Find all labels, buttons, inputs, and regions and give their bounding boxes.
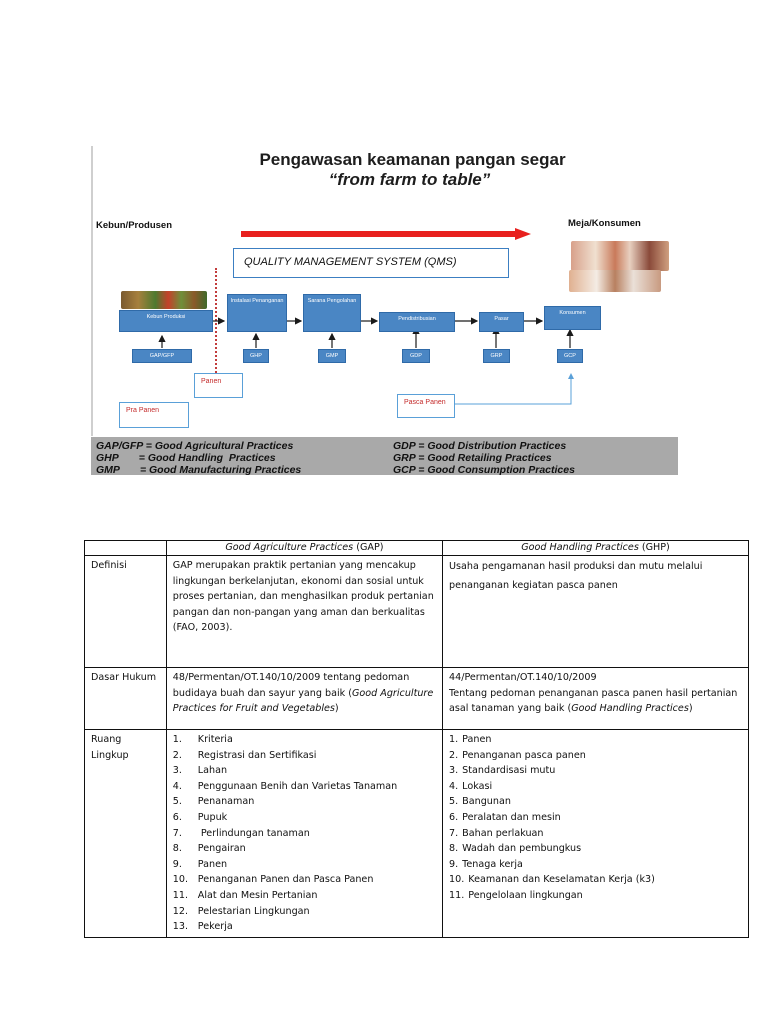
- process-konsumen: Konsumen: [544, 306, 601, 330]
- header-empty-cell: [85, 541, 167, 556]
- list-item: [173, 841, 436, 857]
- food-safety-diagram: [91, 146, 678, 475]
- list-item-text: Lokasi: [462, 780, 493, 792]
- list-item: [173, 794, 436, 810]
- list-item-number: 6.: [172, 811, 182, 823]
- list-item: [173, 904, 436, 920]
- list-item-text: Pupuk: [197, 811, 228, 823]
- list-item-number: 5.: [172, 796, 182, 808]
- gap-scope-list: [173, 732, 436, 935]
- list-item-text: Wadah dan pembungkus: [462, 843, 582, 855]
- header-ghp: Good Handling Practices (GHP): [443, 541, 749, 556]
- list-item: [173, 826, 436, 842]
- list-item-number: 10.: [449, 874, 465, 886]
- legend-gcp: GCP = Good Consumption Practices: [393, 464, 575, 475]
- legend-gmp: GMP = Good Manufacturing Practices: [96, 464, 302, 475]
- note-panen: Panen: [194, 373, 243, 398]
- list-item-text: Penggunaan Benih dan Varietas Tanaman: [197, 780, 398, 792]
- legend-gap: GAP/GFP = Good Agricultural Practices: [96, 440, 294, 452]
- list-item: [449, 857, 742, 873]
- row-label-dasar-hukum: Dasar Hukum: [85, 668, 167, 730]
- list-item: [449, 841, 742, 857]
- list-item: [173, 748, 436, 764]
- producer-label: Kebun/Produsen: [96, 220, 173, 231]
- list-item-text: Pengairan: [197, 843, 246, 855]
- list-item-text: Alat dan Mesin Pertanian: [197, 889, 318, 901]
- table-row-ruang-lingkup: [85, 730, 749, 938]
- list-item-text: Lahan: [197, 765, 228, 777]
- row-label-ruang-lingkup: Ruang Lingkup: [85, 730, 167, 938]
- list-item-number: 9.: [449, 858, 459, 870]
- diagram-title: Pengawasan keamanan pangan segar: [259, 150, 566, 169]
- list-item: [173, 732, 436, 748]
- list-item: [449, 779, 742, 795]
- process-sarana-pengolahan: Sarana Pengolahan: [303, 294, 361, 332]
- list-item: [173, 888, 436, 904]
- standard-gap-gfp: GAP/GFP: [132, 349, 192, 363]
- list-item-text: Perlindungan tanaman: [197, 827, 310, 839]
- list-item-number: 3.: [449, 765, 459, 777]
- standard-gdp: GDP: [402, 349, 430, 363]
- list-item-number: 8.: [172, 843, 182, 855]
- list-item-text: Bangunan: [462, 796, 511, 808]
- dasar-hukum-ghp: 44/Permentan/OT.140/10/2009 Tentang pedoman penanganan pasca panen hasil pertanian asal tanaman yang baik (Good Handling Practices): [443, 668, 749, 730]
- diagram-subtitle: “from farm to table”: [328, 170, 491, 189]
- gap-ghp-comparison-table: [84, 540, 749, 938]
- list-item-number: 6.: [449, 811, 459, 823]
- list-item-text: Pengelolaan lingkungan: [468, 889, 583, 901]
- list-item: [449, 794, 742, 810]
- flow-connectors: [91, 146, 678, 437]
- list-item-number: 7.: [172, 827, 182, 839]
- legend: [91, 437, 678, 475]
- note-pasca-panen: Pasca Panen: [397, 394, 455, 418]
- list-item: [449, 872, 742, 888]
- table-row-definisi: [85, 556, 749, 668]
- ruang-lingkup-ghp: [443, 730, 749, 938]
- standard-grp: GRP: [483, 349, 510, 363]
- definisi-gap: GAP merupakan praktik pertanian yang mencakup lingkungan berkelanjutan, ekonomi dan sosial untuk proses pertanian, dan menghasilkan produk pertanian pangan dan non-pangan yang aman dan berkualitas (FAO, 2003).: [166, 556, 442, 668]
- dasar-hukum-gap: 48/Permentan/OT.140/10/2009 tentang pedoman budidaya buah dan sayur yang baik (Good Agriculture Practices for Fruit and Vegetables): [166, 668, 442, 730]
- list-item-number: 11.: [449, 889, 465, 901]
- list-item-number: 12.: [172, 905, 189, 917]
- list-item: [173, 919, 436, 935]
- legend-grp: GRP = Good Retailing Practices: [393, 452, 552, 464]
- process-pasar: Pasar: [479, 312, 524, 332]
- consumer-label: Meja/Konsumen: [568, 218, 641, 229]
- list-item: [449, 763, 742, 779]
- standard-gmp: GMP: [318, 349, 346, 363]
- list-item-text: Keamanan dan Keselamatan Kerja (k3): [468, 874, 655, 886]
- ghp-scope-list: [449, 732, 742, 904]
- list-item-text: Registrasi dan Sertifikasi: [197, 749, 317, 761]
- ruang-lingkup-gap: [166, 730, 442, 938]
- list-item: [449, 732, 742, 748]
- list-item: [449, 888, 742, 904]
- list-item-number: 3.: [172, 765, 182, 777]
- list-item-text: Panen: [197, 858, 228, 870]
- list-item: [173, 872, 436, 888]
- list-item-number: 11.: [172, 889, 189, 901]
- definisi-ghp: Usaha pengamanan hasil produksi dan mutu melalui penanganan kegiatan pasca panen: [443, 556, 749, 668]
- list-item: [173, 779, 436, 795]
- row-label-definisi: Definisi: [85, 556, 167, 668]
- list-item-text: Pelestarian Lingkungan: [197, 905, 310, 917]
- list-item-number: 2.: [449, 749, 459, 761]
- list-item-text: Kriteria: [197, 734, 233, 745]
- qms-box: QUALITY MANAGEMENT SYSTEM (QMS): [233, 248, 509, 278]
- list-item-text: Standardisasi mutu: [462, 765, 556, 777]
- list-item-number: 13.: [172, 921, 189, 933]
- list-item-text: Bahan perlakuan: [462, 827, 544, 839]
- list-item: [173, 857, 436, 873]
- list-item-number: 8.: [449, 843, 459, 855]
- standard-gcp: GCP: [557, 349, 583, 363]
- process-pendistribusian: Pendistribusian: [379, 312, 455, 332]
- table-row-dasar-hukum: [85, 668, 749, 730]
- list-item-text: Pekerja: [197, 921, 233, 933]
- list-item-number: 1.: [172, 734, 182, 745]
- list-item-number: 7.: [449, 827, 459, 839]
- note-pra-panen: Pra Panen: [119, 402, 189, 428]
- list-item: [449, 748, 742, 764]
- list-item-text: Tenaga kerja: [462, 858, 523, 870]
- process-kebun-produksi: Kebun Produksi: [119, 310, 213, 332]
- list-item: [173, 763, 436, 779]
- legend-ghp: GHP = Good Handling Practices: [96, 452, 276, 464]
- list-item: [449, 826, 742, 842]
- legend-gdp: GDP = Good Distribution Practices: [393, 440, 567, 452]
- list-item-text: Penanganan Panen dan Pasca Panen: [197, 874, 374, 886]
- list-item-number: 10.: [172, 874, 189, 886]
- list-item-number: 1.: [449, 734, 459, 745]
- list-item: [449, 810, 742, 826]
- list-item-text: Penanaman: [197, 796, 255, 808]
- list-item-number: 5.: [449, 796, 459, 808]
- list-item: [173, 810, 436, 826]
- list-item-text: Penanganan pasca panen: [462, 749, 586, 761]
- process-instalasi-penanganan: Instalasi Penanganan: [227, 294, 287, 332]
- list-item-number: 4.: [449, 780, 459, 792]
- standard-ghp: GHP: [243, 349, 269, 363]
- list-item-number: 2.: [172, 749, 182, 761]
- header-gap: Good Agriculture Practices (GAP): [166, 541, 442, 556]
- list-item-text: Panen: [462, 734, 492, 745]
- list-item-text: Peralatan dan mesin: [462, 811, 561, 823]
- list-item-number: 4.: [172, 780, 182, 792]
- list-item-number: 9.: [172, 858, 182, 870]
- table-header-row: [85, 541, 749, 556]
